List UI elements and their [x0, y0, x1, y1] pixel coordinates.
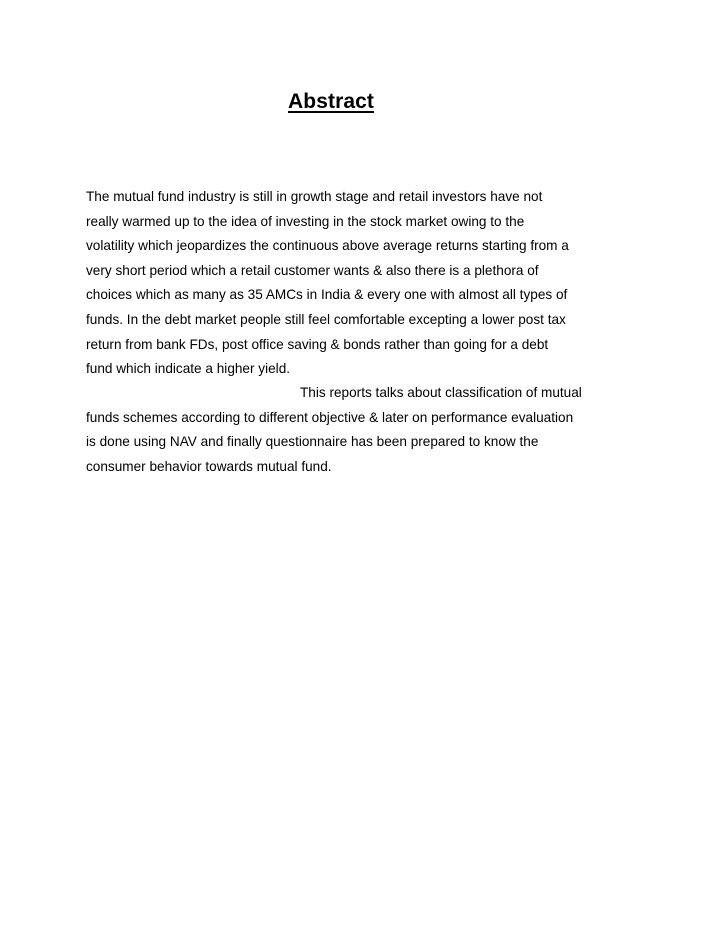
text-line: return from bank FDs, post office saving & bonds rather than going for a debt: [86, 336, 549, 352]
text-line: funds schemes according to different objective & later on performance evaluation: [86, 409, 574, 425]
text-line: is done using NAV and finally questionnaire has been prepared to know the: [86, 434, 539, 450]
page-title: Abstract: [288, 90, 374, 113]
text-line: really warmed up to the idea of investing in the stock market owing to the: [86, 213, 525, 229]
text-line: choices which as many as 35 AMCs in India & every one with almost all types of: [86, 287, 568, 303]
text-line: This reports talks about classification of mutual: [300, 385, 582, 400]
text-line: fund which indicate a higher yield.: [86, 361, 291, 377]
text-line: volatility which jeopardizes the continuous above average returns starting from a: [86, 238, 569, 254]
abstract-paragraph-1: [86, 185, 666, 382]
text-line: very short period which a retail customer wants & also there is a plethora of: [86, 262, 539, 278]
text-line: funds. In the debt market people still feel comfortable excepting a lower post tax: [86, 311, 566, 327]
text-line: The mutual fund industry is still in growth stage and retail investors have not: [86, 189, 543, 204]
abstract-paragraph-2: [86, 381, 666, 479]
text-line: consumer behavior towards mutual fund.: [86, 458, 332, 474]
